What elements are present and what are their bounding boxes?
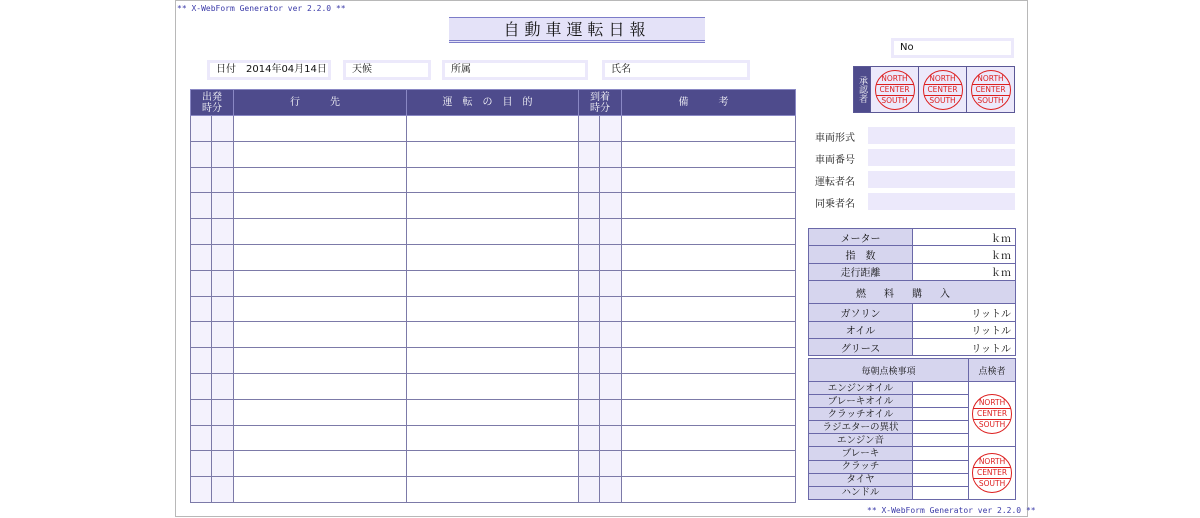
check-item-label: ブレーキオイル xyxy=(809,395,913,408)
log-cell[interactable] xyxy=(212,296,234,322)
passenger-name-input[interactable] xyxy=(868,193,1015,210)
inspector-stamp: NORTH CENTER SOUTH xyxy=(972,453,1012,493)
log-cell[interactable] xyxy=(407,373,579,399)
log-cell[interactable] xyxy=(622,167,796,193)
log-cell[interactable] xyxy=(234,244,407,270)
log-cell[interactable] xyxy=(622,322,796,348)
log-row xyxy=(191,141,796,167)
approval-label: 承認者 xyxy=(854,67,871,113)
log-cell[interactable] xyxy=(579,296,600,322)
log-cell[interactable] xyxy=(191,451,212,477)
log-cell[interactable] xyxy=(234,116,407,142)
gasoline-input[interactable]: リットル xyxy=(913,304,1016,321)
check-item-input[interactable] xyxy=(913,447,969,460)
version-label-bottom: ** X-WebForm Generator ver 2.2.0 ** xyxy=(867,506,1036,515)
log-row xyxy=(191,167,796,193)
log-cell[interactable] xyxy=(600,141,622,167)
log-cell[interactable] xyxy=(212,348,234,374)
log-cell[interactable] xyxy=(622,477,796,503)
destination-header: 行 先 xyxy=(234,90,407,116)
name-field[interactable] xyxy=(602,60,750,80)
log-row xyxy=(191,425,796,451)
check-item-input[interactable] xyxy=(913,460,969,473)
log-cell[interactable] xyxy=(234,193,407,219)
check-item-label: ハンドル xyxy=(809,486,913,499)
grease-input[interactable]: リットル xyxy=(913,338,1016,355)
meter-label: メーター xyxy=(809,229,913,246)
log-cell[interactable] xyxy=(600,373,622,399)
log-cell[interactable] xyxy=(600,322,622,348)
check-item-input[interactable] xyxy=(913,473,969,486)
log-cell[interactable] xyxy=(622,116,796,142)
log-cell[interactable] xyxy=(622,348,796,374)
log-cell[interactable] xyxy=(407,219,579,245)
grease-label: グリース xyxy=(809,338,913,355)
dept-field[interactable] xyxy=(442,60,588,80)
no-label: No xyxy=(900,42,914,53)
approval-cell[interactable] xyxy=(919,67,967,113)
approval-cell[interactable] xyxy=(967,67,1015,113)
log-cell[interactable] xyxy=(579,167,600,193)
passenger-name-label: 同乗者名 xyxy=(815,199,855,210)
inspector-cell[interactable] xyxy=(969,382,1016,447)
log-cell[interactable] xyxy=(234,141,407,167)
log-cell[interactable] xyxy=(579,219,600,245)
log-cell[interactable] xyxy=(212,477,234,503)
log-cell[interactable] xyxy=(212,451,234,477)
remarks-header: 備 考 xyxy=(622,90,796,116)
log-cell[interactable] xyxy=(212,270,234,296)
distance-label: 走行距離 xyxy=(809,263,913,280)
log-cell[interactable] xyxy=(234,167,407,193)
log-cell[interactable] xyxy=(407,322,579,348)
log-cell[interactable] xyxy=(234,425,407,451)
no-field[interactable] xyxy=(891,38,1014,58)
log-cell[interactable] xyxy=(191,425,212,451)
log-cell[interactable] xyxy=(579,348,600,374)
log-cell[interactable] xyxy=(407,116,579,142)
check-item-label: クラッチ xyxy=(809,460,913,473)
log-cell[interactable] xyxy=(600,193,622,219)
log-cell[interactable] xyxy=(622,451,796,477)
approval-stamp: NORTH CENTER SOUTH xyxy=(971,70,1011,110)
log-cell[interactable] xyxy=(191,348,212,374)
log-cell[interactable] xyxy=(212,399,234,425)
log-cell[interactable] xyxy=(191,477,212,503)
log-cell[interactable] xyxy=(407,244,579,270)
check-item-label: クラッチオイル xyxy=(809,408,913,421)
log-cell[interactable] xyxy=(212,167,234,193)
log-cell[interactable] xyxy=(622,296,796,322)
log-cell[interactable] xyxy=(191,322,212,348)
approval-stamp: NORTH CENTER SOUTH xyxy=(875,70,915,110)
log-cell[interactable] xyxy=(579,477,600,503)
log-cell[interactable] xyxy=(234,296,407,322)
log-cell[interactable] xyxy=(600,296,622,322)
meter-fuel-table xyxy=(808,228,1016,356)
driver-name-row xyxy=(815,171,1015,188)
log-cell[interactable] xyxy=(191,244,212,270)
log-cell[interactable] xyxy=(622,399,796,425)
log-cell[interactable] xyxy=(600,425,622,451)
check-item-input[interactable] xyxy=(913,486,969,499)
log-cell[interactable] xyxy=(191,373,212,399)
log-cell[interactable] xyxy=(622,425,796,451)
log-cell[interactable] xyxy=(622,244,796,270)
log-cell[interactable] xyxy=(622,270,796,296)
log-cell[interactable] xyxy=(407,167,579,193)
log-cell[interactable] xyxy=(579,425,600,451)
check-item-label: タイヤ xyxy=(809,473,913,486)
log-cell[interactable] xyxy=(579,141,600,167)
log-cell[interactable] xyxy=(579,322,600,348)
log-cell[interactable] xyxy=(579,399,600,425)
log-cell[interactable] xyxy=(191,296,212,322)
log-row xyxy=(191,477,796,503)
log-cell[interactable] xyxy=(579,270,600,296)
check-item-input[interactable] xyxy=(913,434,969,447)
vehicle-type-row xyxy=(815,127,1015,144)
log-cell[interactable] xyxy=(407,451,579,477)
log-cell[interactable] xyxy=(600,399,622,425)
log-cell[interactable] xyxy=(212,425,234,451)
log-row xyxy=(191,296,796,322)
meter-input[interactable]: ｋｍ xyxy=(913,229,1016,246)
weather-field[interactable] xyxy=(343,60,431,80)
log-cell[interactable] xyxy=(212,373,234,399)
approval-cell[interactable] xyxy=(871,67,919,113)
gasoline-label: ガソリン xyxy=(809,304,913,321)
log-cell[interactable] xyxy=(600,167,622,193)
log-cell[interactable] xyxy=(600,477,622,503)
log-cell[interactable] xyxy=(407,296,579,322)
log-cell[interactable] xyxy=(407,399,579,425)
depart-time-header: 出発 時分 xyxy=(191,90,234,116)
date-label: 日付 xyxy=(216,64,236,75)
weather-label: 天候 xyxy=(352,64,372,75)
log-row xyxy=(191,373,796,399)
check-item-label: エンジンオイル xyxy=(809,382,913,395)
log-row xyxy=(191,451,796,477)
inspector-cell[interactable] xyxy=(969,447,1016,499)
vehicle-number-label: 車両番号 xyxy=(815,155,855,166)
log-cell[interactable] xyxy=(234,270,407,296)
oil-label: オイル xyxy=(809,321,913,338)
log-cell[interactable] xyxy=(600,116,622,142)
check-item-input[interactable] xyxy=(913,421,969,434)
log-cell[interactable] xyxy=(600,348,622,374)
fuel-header: 燃料購入 xyxy=(809,281,1016,304)
version-label-top: ** X-WebForm Generator ver 2.2.0 ** xyxy=(177,4,346,13)
check-item-label: ブレーキ xyxy=(809,447,913,460)
driver-name-label: 運転者名 xyxy=(815,177,855,188)
log-cell[interactable] xyxy=(579,451,600,477)
log-cell[interactable] xyxy=(407,425,579,451)
log-cell[interactable] xyxy=(407,477,579,503)
log-cell[interactable] xyxy=(191,193,212,219)
log-row xyxy=(191,348,796,374)
log-cell[interactable] xyxy=(212,116,234,142)
log-cell[interactable] xyxy=(234,399,407,425)
date-field[interactable] xyxy=(207,60,331,80)
log-cell[interactable] xyxy=(579,193,600,219)
log-cell[interactable] xyxy=(579,116,600,142)
name-label: 氏名 xyxy=(611,64,631,75)
log-row xyxy=(191,270,796,296)
approval-stamp: NORTH CENTER SOUTH xyxy=(923,70,963,110)
log-cell[interactable] xyxy=(191,399,212,425)
log-row xyxy=(191,399,796,425)
log-cell[interactable] xyxy=(600,451,622,477)
vehicle-type-input[interactable] xyxy=(868,127,1015,144)
index-label: 指 数 xyxy=(809,246,913,263)
vehicle-number-input[interactable] xyxy=(868,149,1015,166)
log-cell[interactable] xyxy=(234,322,407,348)
index-input[interactable]: ｋｍ xyxy=(913,246,1016,263)
log-cell[interactable] xyxy=(212,219,234,245)
log-cell[interactable] xyxy=(234,373,407,399)
log-cell[interactable] xyxy=(407,141,579,167)
check-item-input[interactable] xyxy=(913,395,969,408)
log-cell[interactable] xyxy=(212,141,234,167)
oil-input[interactable]: リットル xyxy=(913,321,1016,338)
purpose-header: 運転の目的 xyxy=(407,90,579,116)
log-cell[interactable] xyxy=(579,244,600,270)
check-item-label: ラジエターの異状 xyxy=(809,421,913,434)
log-cell[interactable] xyxy=(234,477,407,503)
log-cell[interactable] xyxy=(212,193,234,219)
page-title: 自動車運転日報 xyxy=(449,17,705,43)
log-cell[interactable] xyxy=(407,348,579,374)
driver-name-input[interactable] xyxy=(868,171,1015,188)
log-cell[interactable] xyxy=(212,244,234,270)
log-row xyxy=(191,219,796,245)
log-cell[interactable] xyxy=(622,219,796,245)
log-cell[interactable] xyxy=(191,116,212,142)
log-cell[interactable] xyxy=(622,141,796,167)
log-cell[interactable] xyxy=(600,219,622,245)
vehicle-number-row xyxy=(815,149,1015,166)
inspector-stamp: NORTH CENTER SOUTH xyxy=(972,394,1012,434)
trip-log-table xyxy=(190,89,796,503)
log-cell[interactable] xyxy=(622,193,796,219)
log-cell[interactable] xyxy=(622,373,796,399)
log-cell[interactable] xyxy=(600,244,622,270)
log-cell[interactable] xyxy=(191,219,212,245)
log-row xyxy=(191,193,796,219)
check-item-label: エンジン音 xyxy=(809,434,913,447)
log-cell[interactable] xyxy=(579,373,600,399)
log-cell[interactable] xyxy=(600,270,622,296)
log-cell[interactable] xyxy=(191,167,212,193)
log-cell[interactable] xyxy=(234,219,407,245)
log-cell[interactable] xyxy=(234,348,407,374)
approval-table xyxy=(853,66,1015,113)
inspection-table xyxy=(808,358,1016,500)
log-cell[interactable] xyxy=(191,141,212,167)
log-cell[interactable] xyxy=(191,270,212,296)
dept-label: 所属 xyxy=(451,64,471,75)
inspector-header: 点検者 xyxy=(969,359,1016,382)
inspection-header: 毎朝点検事項 xyxy=(809,359,969,382)
check-item-input[interactable] xyxy=(913,382,969,395)
log-cell[interactable] xyxy=(212,322,234,348)
log-cell[interactable] xyxy=(234,451,407,477)
check-item-input[interactable] xyxy=(913,408,969,421)
log-cell[interactable] xyxy=(407,270,579,296)
distance-input[interactable]: ｋｍ xyxy=(913,263,1016,280)
log-row xyxy=(191,244,796,270)
vehicle-type-label: 車両形式 xyxy=(815,133,855,144)
arrive-time-header: 到着 時分 xyxy=(579,90,622,116)
log-cell[interactable] xyxy=(407,193,579,219)
date-value: 2014年04月14日 xyxy=(246,64,327,75)
log-row xyxy=(191,116,796,142)
log-row xyxy=(191,322,796,348)
passenger-name-row xyxy=(815,193,1015,210)
